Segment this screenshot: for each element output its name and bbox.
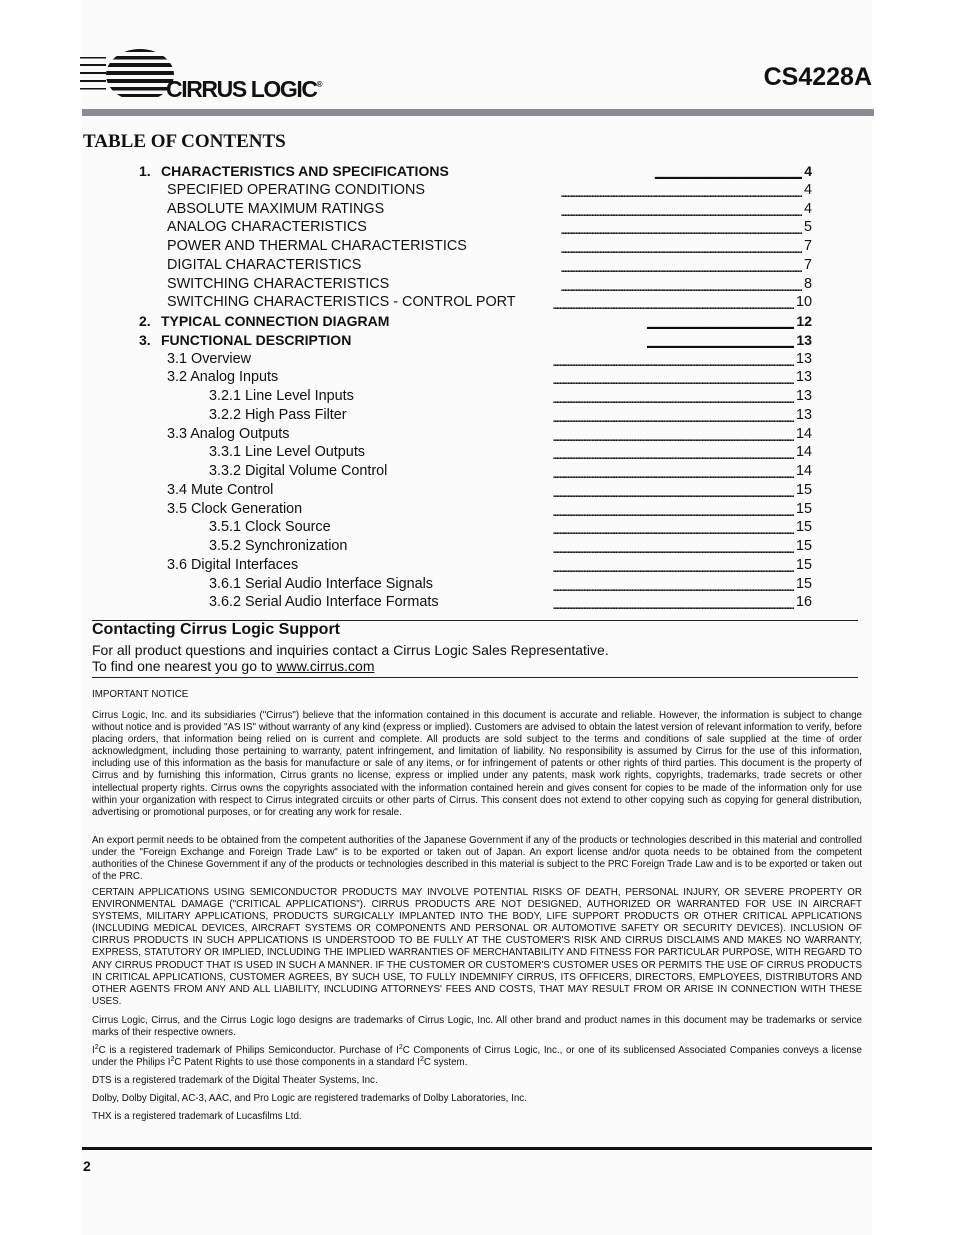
toc-entry-page: 15 <box>795 481 812 498</box>
toc-dot-leader <box>369 224 802 238</box>
toc-entry-page: 15 <box>795 519 812 536</box>
toc-dot-leader <box>333 524 794 538</box>
toc-entry-title: 3.5 Clock Generation <box>167 500 303 517</box>
toc-entry-title: 3.2 Analog Inputs <box>167 369 279 386</box>
toc-entry[interactable] <box>167 182 812 201</box>
toc-entry-page: 14 <box>795 463 812 479</box>
toc-entry[interactable] <box>167 426 812 445</box>
toc-entry-title: 3.5.1 Clock Source <box>209 519 331 536</box>
toc-dot-leader <box>518 299 794 313</box>
toc-entry[interactable] <box>167 482 812 501</box>
toc-entry-page: 4 <box>804 163 812 179</box>
toc-entry[interactable] <box>167 351 812 370</box>
notice-paragraph-4: Cirrus Logic, Cirrus, and the Cirrus Logic logo designs are trademarks of Cirrus Logic, Inc. All other brand and product names in this document may be trademarks or service marks of their respective owners. <box>92 1015 862 1039</box>
toc-entry-page: 13 <box>795 388 812 404</box>
toc-dot-leader <box>451 168 802 182</box>
footer-bar <box>82 1147 872 1150</box>
toc-entry-page: 7 <box>803 256 812 273</box>
toc-dot-leader <box>349 411 794 425</box>
toc-entry-title: CHARACTERISTICS AND SPECIFICATIONS <box>161 163 449 179</box>
toc-entry-title: ABSOLUTE MAXIMUM RATINGS <box>167 200 385 217</box>
toc-entry-page: 14 <box>795 425 812 442</box>
toc-dot-leader <box>356 393 794 407</box>
toc-entry-page: 13 <box>795 350 812 367</box>
toc-entry-title: 3.3 Analog Outputs <box>167 425 290 442</box>
toc-entry[interactable] <box>209 594 812 613</box>
toc-entry-page: 13 <box>795 369 812 386</box>
toc-entry-page: 8 <box>803 275 812 292</box>
toc-entry-page: 10 <box>795 294 812 311</box>
toc-entry-page: 4 <box>803 181 812 198</box>
toc-dot-leader <box>391 280 802 294</box>
toc-entry-page: 15 <box>795 538 812 554</box>
toc-entry[interactable] <box>167 294 812 313</box>
toc-dot-leader <box>469 243 802 257</box>
notice-paragraph-2: An export permit needs to be obtained from the competent authorities of the Japanese Government if any of the products or technologies described in this material and controlled under the "Foreign Exchange and Foreign Trade Law" is to be exported or taken out of Japan. An export license and/or quota needs to be obtained from the competent authorities of the Chinese Government if any of the products or technologies described in this material is subject to the PRC Foreign Trade Law and is to be exported or taken out of the PRC. <box>92 835 862 883</box>
notice-heading: IMPORTANT NOTICE <box>92 689 189 700</box>
toc-entry-number: 2. <box>139 313 151 329</box>
toc-entry[interactable] <box>209 407 812 426</box>
page-number: 2 <box>83 1158 91 1174</box>
toc-entry[interactable] <box>209 538 812 557</box>
toc-entry-page: 12 <box>796 313 812 329</box>
toc-entry-title: 3.6 Digital Interfaces <box>167 556 299 573</box>
toc-entry-title: 3.5.2 Synchronization <box>209 538 348 554</box>
toc-dot-leader <box>427 186 802 200</box>
toc-entry[interactable] <box>209 388 812 407</box>
toc-dot-leader <box>253 355 794 369</box>
toc-dot-leader <box>435 580 794 594</box>
toc-entry-title: 3.4 Mute Control <box>167 481 274 498</box>
toc-entry-page: 15 <box>795 500 812 517</box>
toc-dot-leader <box>300 561 794 575</box>
toc-entry[interactable] <box>209 444 812 463</box>
toc-entry-page: 13 <box>796 331 812 348</box>
header-bar <box>82 109 874 116</box>
toc-entry-page: 14 <box>795 444 812 461</box>
toc-entry-title: ANALOG CHARACTERISTICS <box>167 219 367 236</box>
toc-dot-leader <box>367 449 794 463</box>
toc-entry-page: 13 <box>795 406 812 423</box>
toc-dot-leader <box>389 468 794 482</box>
notice-paragraph-6: DTS is a registered trademark of the Digital Theater Systems, Inc. <box>92 1075 378 1086</box>
toc-entry-page: 15 <box>795 575 812 592</box>
part-number: CS4228A <box>763 63 872 91</box>
toc-entry[interactable] <box>139 332 812 351</box>
toc-heading: TABLE OF CONTENTS <box>83 131 286 152</box>
contact-line-2: To find one nearest you go to www.cirrus.com <box>92 658 375 674</box>
toc-entry[interactable] <box>167 219 812 238</box>
toc-entry-page: 5 <box>803 219 812 236</box>
toc-entry[interactable] <box>209 463 812 482</box>
toc-entry-title: SWITCHING CHARACTERISTICS <box>167 275 390 292</box>
toc-entry-page: 4 <box>803 200 812 217</box>
toc-entry[interactable] <box>209 576 812 595</box>
toc-dot-leader <box>441 599 794 613</box>
toc-entry-title: 3.6.1 Serial Audio Interface Signals <box>209 575 433 592</box>
toc-entry[interactable] <box>167 557 812 576</box>
toc-entry-page: 7 <box>803 238 812 254</box>
toc-dot-leader <box>275 486 794 500</box>
notice-paragraph-3: CERTAIN APPLICATIONS USING SEMICONDUCTOR PRODUCTS MAY INVOLVE POTENTIAL RISKS OF DEATH, PERSONAL INJURY, OR SEVERE PROPERTY OR ENVIRONMENTAL DAMAGE ("CRITICAL APPLICATIONS"). CIRRUS PRODUCTS ARE NOT DESIGNED, AUTHORIZED OR WARRANTED FOR USE IN AIRCRAFT SYSTEMS, MILITARY APPLICATIONS, PRODUCTS SURGICALLY IMPLANTED INTO THE BODY, LIFE SUPPORT PRODUCTS OR OTHER CRITICAL APPLICATIONS (INCLUDING MEDICAL DEVICES, AIRCRAFT SYSTEMS OR COMPONENTS AND PERSONAL OR AUTOMOTIVE SAFETY OR SECURITY DEVICES). INCLUSION OF CIRRUS PRODUCTS IN SUCH APPLICATIONS IS UNDERSTOOD TO BE FULLY AT THE CUSTOMER'S RISK AND CIRRUS DISCLAIMS AND MAKES NO WARRANTY, EXPRESS, STATUTORY OR IMPLIED, INCLUDING THE IMPLIED WARRANTIES OF MERCHANTABILITY AND FITNESS FOR PARTICULAR PURPOSE, WITH REGARD TO ANY CIRRUS PRODUCT THAT IS USED IN SUCH A MANNER. IF THE CUSTOMER OR CUSTOMER'S CUSTOMER USES OR PERMITS THE USE OF CIRRUS PRODUCTS IN CRITICAL APPLICATIONS, CUSTOMER AGREES, BY SUCH USE, TO FULLY INDEMNIFY CIRRUS, ITS OFFICERS, DIRECTORS, EMPLOYEES, DISTRIBUTORS AND OTHER AGENTS FROM ANY AND ALL LIABILITY, INCLUDING ATTORNEYS' FEES AND COSTS, THAT MAY RESULT FROM OR ARISE IN CONNECTION WITH THESE USES. <box>92 887 862 1007</box>
toc-entry[interactable] <box>167 501 812 520</box>
toc-entry-page: 16 <box>795 594 812 611</box>
toc-entry-number: 1. <box>139 163 151 179</box>
toc-dot-leader <box>386 205 802 219</box>
toc-dot-leader <box>304 505 794 519</box>
toc-entry[interactable] <box>139 313 812 332</box>
logo-swoosh-icon <box>80 47 180 107</box>
toc-entry-page: 15 <box>795 556 812 573</box>
toc-entry[interactable] <box>167 201 812 220</box>
toc-entry-title: 3.3.1 Line Level Outputs <box>209 444 366 461</box>
contact-line-1: For all product questions and inquiries contact a Cirrus Logic Sales Representative. <box>92 642 609 658</box>
cirrus-website-link[interactable]: www.cirrus.com <box>276 658 375 674</box>
toc-entry-title: 3.1 Overview <box>167 350 251 367</box>
toc-entry-title: DIGITAL CHARACTERISTICS <box>167 256 362 273</box>
toc-entry-title: 3.3.2 Digital Volume Control <box>209 463 388 479</box>
toc-entry[interactable] <box>167 276 812 295</box>
toc-entry[interactable] <box>167 238 812 257</box>
toc-entry-title: SPECIFIED OPERATING CONDITIONS <box>167 181 425 198</box>
toc-dot-leader <box>353 337 794 351</box>
toc-entry[interactable] <box>209 519 812 538</box>
toc-entry[interactable] <box>167 257 812 276</box>
toc-dot-leader <box>391 318 794 332</box>
toc-entry-title: TYPICAL CONNECTION DIAGRAM <box>161 313 390 329</box>
toc-dot-leader <box>363 261 802 275</box>
toc-entry-title: 3.2.2 High Pass Filter <box>209 406 347 423</box>
notice-paragraph-7: Dolby, Dolby Digital, AC-3, AAC, and Pro Logic are registered trademarks of Dolby Laboratories, Inc. <box>92 1093 527 1104</box>
notice-paragraph-8: THX is a registered trademark of Lucasfilms Ltd. <box>92 1111 302 1122</box>
toc-entry[interactable] <box>139 163 812 182</box>
brand-wordmark: CIRRUS LOGIC® <box>166 76 323 102</box>
toc-dot-leader <box>349 543 794 557</box>
toc-entry-title: POWER AND THERMAL CHARACTERISTICS <box>167 238 467 254</box>
toc-entry-number: 3. <box>139 331 151 348</box>
toc-dot-leader <box>280 374 794 388</box>
toc-entry-title: 3.2.1 Line Level Inputs <box>209 388 354 404</box>
toc-entry-title: 3.6.2 Serial Audio Interface Formats <box>209 594 439 611</box>
notice-paragraph-1: Cirrus Logic, Inc. and its subsidiaries ("Cirrus") believe that the information contained in this document is accurate and reliable. However, the information is subject to change without notice and is provided "AS IS" without warranty of any kind (express or implied). Customers are advised to obtain the latest version of relevant information to verify, before placing orders, that information being relied on is current and complete. All products are sold subject to the terms and conditions of sale supplied at the time of order acknowledgment, including those pertaining to warranty, patent infringement, and limitation of liability. No responsibility is assumed by Cirrus for the use of this information, including use of this information as the basis for manufacture or sale of any items, or for infringement of patents or other rights of third parties. This document is the property of Cirrus and by furnishing this information, Cirrus grants no license, express or implied under any patents, mask work rights, copyrights, trademarks, trade secrets or other intellectual property rights. Cirrus owns the copyrights associated with the information contained herein and gives consent for copies to be made of the information only for use within your organization with respect to Cirrus integrated circuits or other parts of Cirrus. This consent does not extend to other copying such as copying for general distribution, advertising or promotional purposes, or for creating any work for resale. <box>92 710 862 818</box>
toc-entry[interactable] <box>167 369 812 388</box>
cirrus-logic-logo <box>80 47 340 107</box>
toc-entry-title: FUNCTIONAL DESCRIPTION <box>161 331 352 348</box>
toc-dot-leader <box>291 430 794 444</box>
contact-bottom-rule <box>92 677 858 678</box>
toc-entry-title: SWITCHING CHARACTERISTICS - CONTROL PORT <box>167 294 516 311</box>
notice-paragraph-5: $I^2C$ is a registered trademark of Philips Semiconductor. Purchase of $I^2C$ Components of Cirrus Logic, Inc., or one of its sublicensed Associated Companies conveys a license under the Philips $I^2C$ Patent Rights to use those components in a standard $I^2C$ system. <box>92 1044 863 1069</box>
contact-title: Contacting Cirrus Logic Support <box>92 621 340 638</box>
